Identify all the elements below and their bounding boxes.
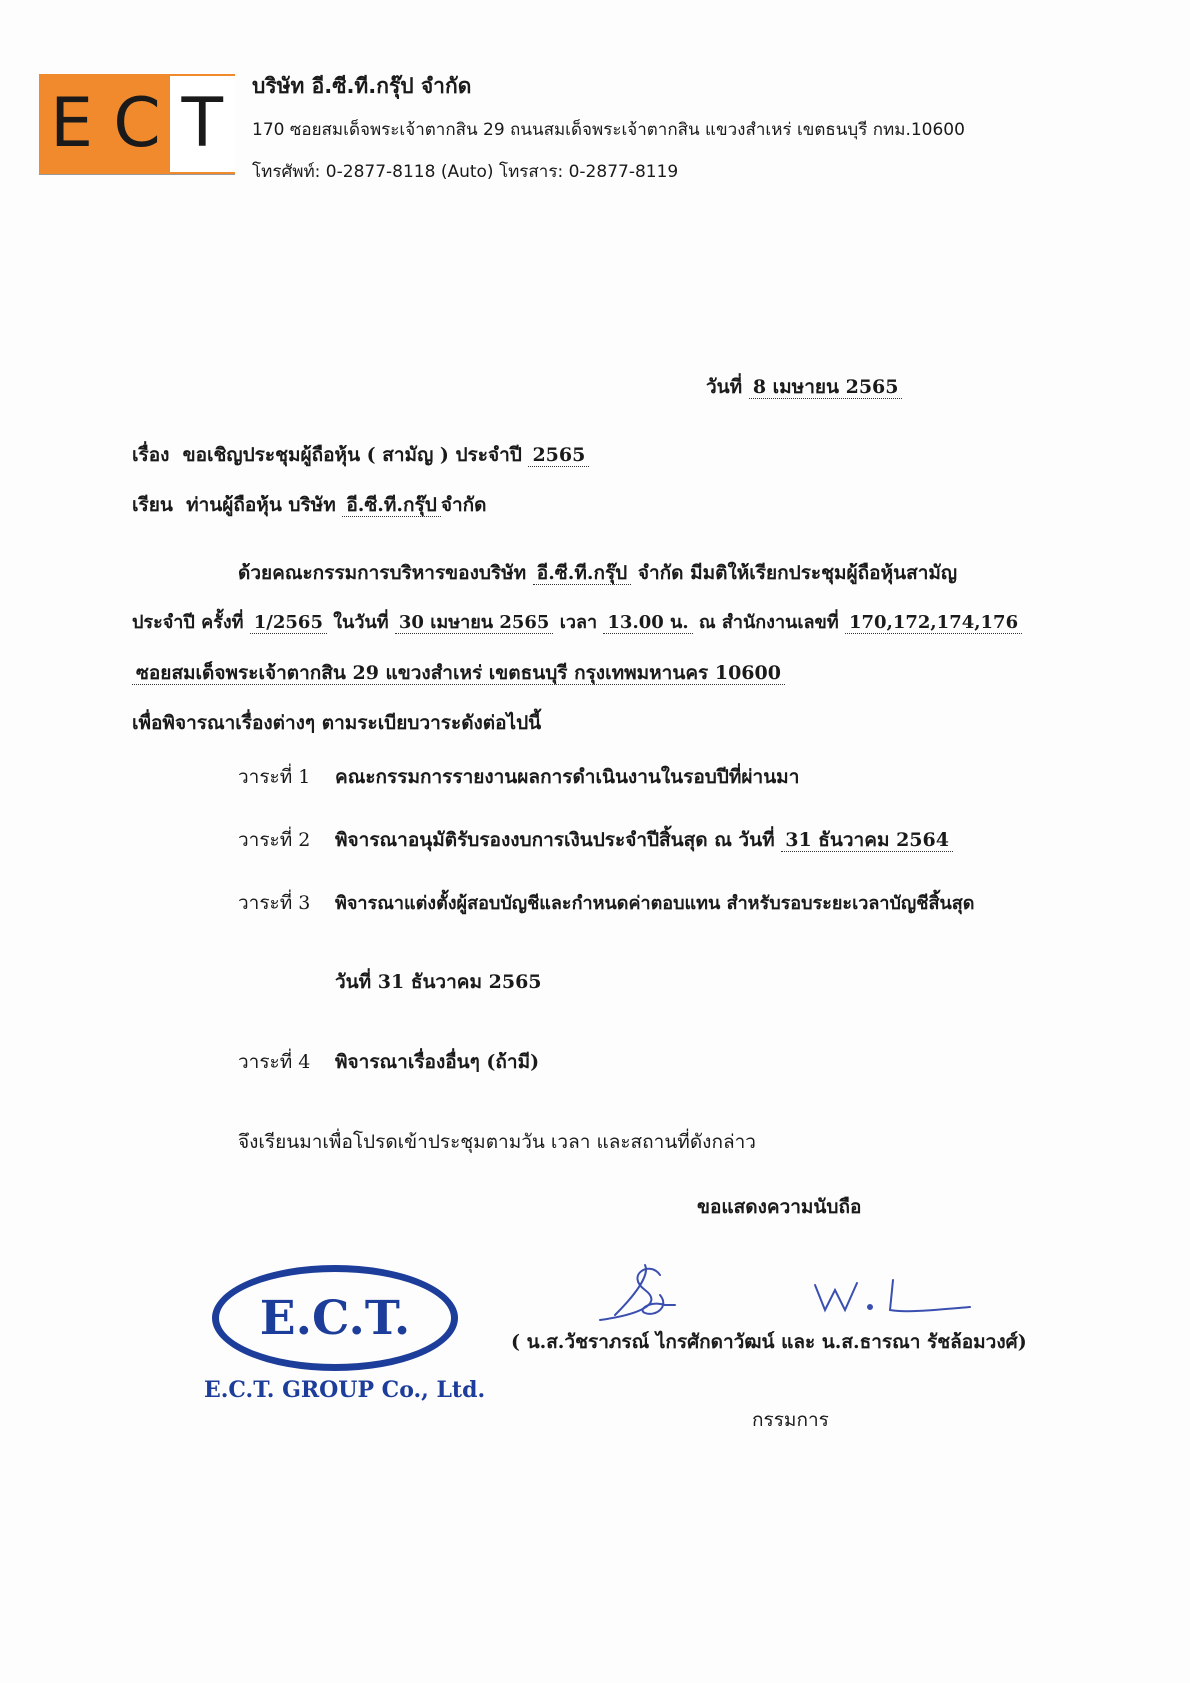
agenda-2-main: พิจารณาอนุมัติรับรองงบการเงินประจำปีสิ้นสุด ณ วันที่ [335, 829, 775, 851]
signature-2-tail [890, 1280, 970, 1311]
subject-line [132, 440, 589, 470]
date-value: 8 เมษายน 2565 [749, 376, 903, 399]
body-line-1 [238, 558, 957, 588]
signature-1-stroke-1 [615, 1265, 646, 1315]
body-line-2 [132, 607, 1022, 636]
meeting-time: 13.00 น. [603, 612, 692, 634]
recipient-company: อี.ซี.ที.กรุ๊ป [342, 494, 440, 517]
body-line-2-b: ในวันที่ [333, 612, 389, 633]
signature-1-stroke-3 [643, 1295, 675, 1314]
agenda-3-text: พิจารณาแต่งตั้งผู้สอบบัญชีและกำหนดค่าตอบแทน สำหรับรอบระยะเวลาบัญชีสิ้นสุด [335, 893, 975, 914]
subject-year: 2565 [528, 444, 589, 467]
letterhead-rule [39, 174, 235, 175]
regards-text: ขอแสดงความนับถือ [697, 1196, 862, 1218]
subject-text: ขอเชิญประชุมผู้ถือหุ้น ( สามัญ ) ประจำปี [182, 444, 522, 466]
office-number: 170,172,174,176 [845, 612, 1022, 634]
company-stamp [204, 1265, 486, 1403]
agenda-2-text [335, 825, 953, 855]
body-line-4: เพื่อพิจารณาเรื่องต่างๆ ตามระเบียบวาระดังต่อไปนี้ [132, 712, 542, 734]
signatory-position: กรรมการ [752, 1409, 829, 1431]
company-address: 170 ซอยสมเด็จพระเจ้าตากสิน 29 ถนนสมเด็จพระเจ้าตากสิน แขวงสำเหร่ เขตธนบุรี กทม.10600 [252, 120, 965, 140]
stamp-subtitle: E.C.T. GROUP Co., Ltd. [204, 1377, 486, 1403]
meeting-address: ซอยสมเด็จพระเจ้าตากสิน 29 แขวงสำเหร่ เขตธนบุรี กรุงเทพมหานคร 10600 [132, 662, 785, 685]
body-line-1-a: ด้วยคณะกรรมการบริหารของบริษัท [238, 562, 527, 584]
agenda-4-text: พิจารณาเรื่องอื่นๆ (ถ้ามี) [335, 1051, 540, 1073]
body-line-2-d: ณ สำนักงานเลขที่ [698, 612, 839, 633]
agenda-3-label: วาระที่ 3 [238, 892, 311, 914]
recipient-suffix: จำกัด [440, 494, 487, 516]
body-line-1-company: อี.ซี.ที.กรุ๊ป [533, 562, 631, 585]
agenda-2-date: 31 ธันวาคม 2564 [781, 829, 953, 852]
signature-2-dot [868, 1305, 872, 1309]
body-line-3 [132, 658, 785, 688]
date-label: วันที่ [706, 376, 743, 398]
closing-text: จึงเรียนมาเพื่อโปรดเข้าประชุมตามวัน เวลา และสถานที่ดังกล่าว [238, 1131, 756, 1153]
letter-date [706, 372, 902, 402]
signatories-names: ( น.ส.วัชราภรณ์ ไกรศักดาวัฒน์ และ น.ส.ธารณา รัชล้อมวงศ์) [511, 1331, 1027, 1353]
logo-letter-t: T [170, 74, 235, 174]
agenda-1-text: คณะกรรมการรายงานผลการดำเนินงานในรอบปีที่ผ่านมา [335, 766, 800, 788]
logo-letter-e: E [39, 74, 104, 174]
meeting-date: 30 เมษายน 2565 [395, 612, 554, 634]
recipient-label: เรียน [132, 494, 173, 516]
body-line-2-c: เวลา [559, 612, 598, 633]
ect-logo [39, 74, 235, 174]
agenda-2-label: วาระที่ 2 [238, 829, 311, 851]
handwritten-signatures [575, 1255, 995, 1335]
body-line-1-b: จำกัด มีมติให้เรียกประชุมผู้ถือหุ้นสามัญ [637, 562, 958, 584]
signature-1-stroke-2 [600, 1269, 660, 1320]
logo-letter-c [104, 74, 169, 174]
agenda-1-label: วาระที่ 1 [238, 766, 311, 788]
body-line-2-a: ประจำปี ครั้งที่ [132, 612, 244, 633]
recipient-text: ท่านผู้ถือหุ้น บริษัท [186, 494, 336, 516]
agenda-4-label: วาระที่ 4 [238, 1051, 311, 1073]
meeting-number: 1/2565 [250, 612, 327, 634]
logo-letter-c-text: C [104, 76, 169, 172]
recipient-line [132, 490, 486, 520]
signature-2-w [815, 1283, 857, 1310]
agenda-3-continuation: วันที่ 31 ธันวาคม 2565 [335, 971, 542, 993]
company-name: บริษัท อี.ซี.ที.กรุ๊ป จำกัด [252, 74, 472, 98]
company-phone: โทรศัพท์: 0-2877-8118 (Auto) โทรสาร: 0-2877-8119 [252, 162, 679, 182]
subject-label: เรื่อง [132, 444, 170, 466]
stamp-oval: E.C.T. [212, 1265, 458, 1371]
